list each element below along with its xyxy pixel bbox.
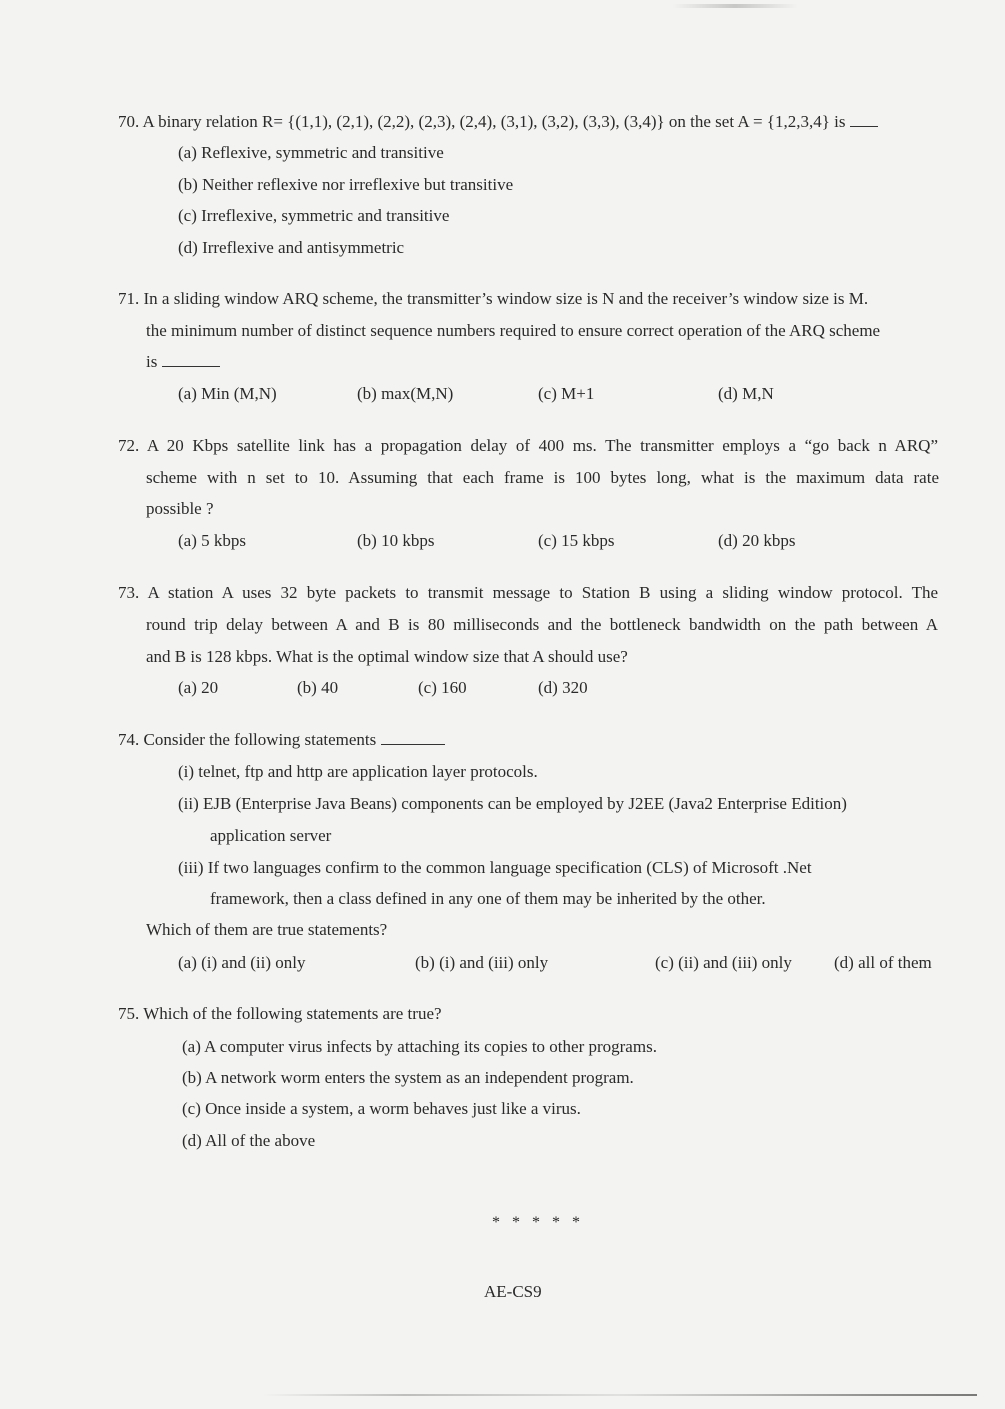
question-70-option-d: (d) Irreflexive and antisymmetric: [178, 238, 405, 257]
question-74-statement-2: (ii) EJB (Enterprise Java Beans) components can be employed by J2EE (Java2 Enterprise Edition): [178, 794, 847, 813]
question-71-line-2: the minimum number of distinct sequence numbers required to ensure correct operation of the ARQ scheme: [146, 321, 881, 340]
question-73-option-a: (a) 20: [178, 678, 219, 697]
question-71-option-c: (c) M+1: [538, 384, 595, 403]
question-71-line-1: 71. In a sliding window ARQ scheme, the transmitter’s window size is N and the receiver’s window size is M.: [118, 289, 869, 308]
question-72-option-b: (b) 10 kbps: [357, 531, 435, 550]
question-75-option-c: (c) Once inside a system, a worm behaves just like a virus.: [182, 1099, 581, 1118]
question-74-statement-1: (i) telnet, ftp and http are application layer protocols.: [178, 762, 538, 781]
answer-blank: [850, 112, 878, 127]
question-73-line-1: 73. A station A uses 32 byte packets to transmit message to Station B using a sliding window protocol. The: [118, 583, 938, 602]
question-70-text: 70. A binary relation R= {(1,1), (2,1), (2,2), (2,3), (2,4), (3,1), (3,2), (3,3), (3,4)} on the set A = {1,2,3,4} is: [118, 112, 846, 131]
question-70-option-b: (b) Neither reflexive nor irreflexive but transitive: [178, 175, 514, 194]
question-74-statement-2-cont: application server: [210, 826, 332, 845]
question-72-line-1: 72. A 20 Kbps satellite link has a propagation delay of 400 ms. The transmitter employs a “go back n ARQ”: [118, 436, 938, 455]
question-73-option-b: (b) 40: [297, 678, 339, 697]
answer-blank: [381, 730, 445, 745]
question-72-line-3: possible ?: [146, 499, 214, 518]
question-75-stem: 75. Which of the following statements are true?: [118, 1004, 442, 1023]
question-71-option-d: (d) M,N: [718, 384, 774, 403]
question-73-line-3: and B is 128 kbps. What is the optimal window size that A should use?: [146, 647, 628, 666]
question-73-option-d: (d) 320: [538, 678, 588, 697]
question-73-option-c: (c) 160: [418, 678, 467, 697]
question-71-option-b: (b) max(M,N): [357, 384, 454, 403]
question-72-line-2: scheme with n set to 10. Assuming that each frame is 100 bytes long, what is the maximum data rate: [146, 468, 939, 487]
question-70-option-a: (a) Reflexive, symmetric and transitive: [178, 143, 444, 162]
end-of-paper-stars: * * * * *: [492, 1214, 584, 1231]
question-72-option-d: (d) 20 kbps: [718, 531, 796, 550]
question-72-option-c: (c) 15 kbps: [538, 531, 615, 550]
question-74-prompt: Which of them are true statements?: [146, 920, 388, 939]
question-71-option-a: (a) Min (M,N): [178, 384, 277, 403]
question-71-line-3: [146, 352, 220, 372]
scan-mark-bottom: [262, 1394, 977, 1396]
question-74-option-d: (d) all of them: [834, 953, 932, 972]
question-75-option-d: (d) All of the above: [182, 1131, 316, 1150]
question-73-line-2: round trip delay between A and B is 80 milliseconds and the bottleneck bandwidth on the path between A: [146, 615, 938, 634]
question-70-stem: [118, 112, 878, 132]
question-74-text: 74. Consider the following statements: [118, 730, 377, 749]
question-75-option-b: (b) A network worm enters the system as an independent program.: [182, 1068, 634, 1087]
scan-mark-top: [672, 4, 798, 8]
paper-code: AE-CS9: [484, 1282, 542, 1301]
question-74-option-b: (b) (i) and (iii) only: [415, 953, 549, 972]
question-74-option-a: (a) (i) and (ii) only: [178, 953, 306, 972]
question-70-option-c: (c) Irreflexive, symmetric and transitive: [178, 206, 450, 225]
answer-blank: [162, 352, 220, 367]
question-74-option-c: (c) (ii) and (iii) only: [655, 953, 792, 972]
question-72-option-a: (a) 5 kbps: [178, 531, 246, 550]
question-71-text: is: [146, 352, 158, 371]
question-75-option-a: (a) A computer virus infects by attaching its copies to other programs.: [182, 1037, 657, 1056]
question-74-stem: [118, 730, 445, 750]
question-74-statement-3: (iii) If two languages confirm to the common language specification (CLS) of Microsoft .Net: [178, 858, 812, 877]
question-74-statement-3-cont: framework, then a class defined in any one of them may be inherited by the other.: [210, 889, 766, 908]
